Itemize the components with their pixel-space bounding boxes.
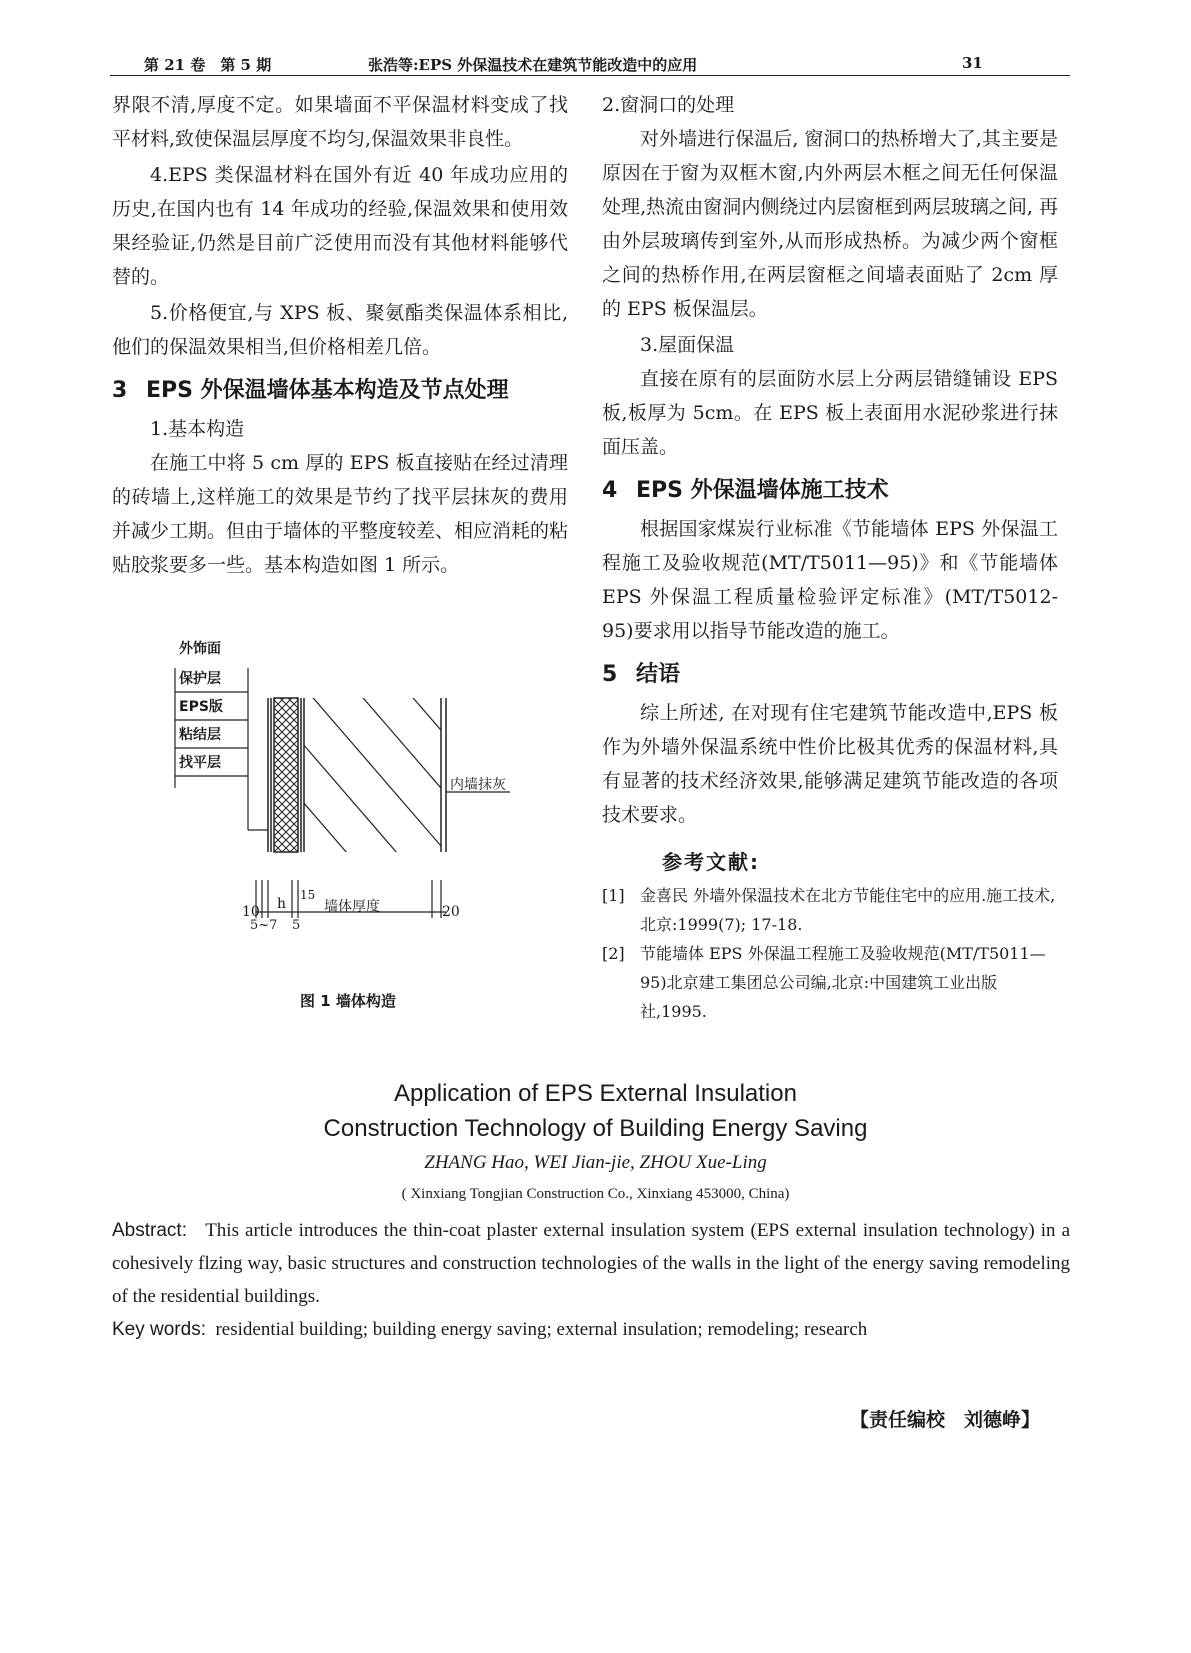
dim-label: 20 <box>442 904 460 920</box>
english-title-line2: Construction Technology of Building Energy Saving <box>323 1115 868 1142</box>
layer-label: 保护层 <box>179 671 221 687</box>
paragraph: 直接在原有的层面防水层上分两层错缝铺设 EPS 板,板厚为 5cm。在 EPS 板上表面用水泥砂浆进行抹面压盖。 <box>602 368 1058 458</box>
eps-board-layer <box>274 698 298 852</box>
section-title: 结语 <box>636 662 681 687</box>
dim-label: 5 <box>292 918 301 933</box>
layer-label: 粘结层 <box>179 727 221 743</box>
journal-volume-issue: 第 21 卷 第 5 期 <box>144 56 272 74</box>
paragraph: 对外墙进行保温后, 窗洞口的热桥增大了,其主要是原因在于窗为双框木窗,内外两层木框之间无任何保温处理,热流由窗洞内侧绕过内层窗框到两层玻璃之间, 再由外层玻璃传到室外,从而形成热桥。为减少两个窗框之间的热桥作用,在两层窗框之间墙表面贴了 2cm 厚的 EPS 板保温层。 <box>602 128 1058 320</box>
reference-item <box>602 881 1058 939</box>
paragraph: 界限不清,厚度不定。如果墙面不平保温材料变成了找平材料,致使保温层厚度不均匀,保温效果非良性。 <box>112 94 568 150</box>
right-column <box>602 88 1058 1026</box>
reference-number: [1] <box>602 886 625 905</box>
layer-label: 外饰面 <box>179 641 221 657</box>
section-heading <box>602 474 1058 508</box>
figure-caption: 图 1 墙体构造 <box>300 992 396 1010</box>
dim-label: 墙体厚度 <box>324 899 380 915</box>
keywords-text: residential building; building energy saving; external insulation; remodeling; research <box>215 1319 868 1340</box>
section-title: EPS 外保温墙体基本构造及节点处理 <box>146 378 509 403</box>
reference-item <box>602 939 1058 1026</box>
section-heading <box>112 374 568 408</box>
dim-label: 10 <box>242 904 260 920</box>
english-affiliation: ( Xinxiang Tongjian Construction Co., Xinxiang 453000, China) <box>401 1186 790 1202</box>
dim-label: 5~7 <box>250 918 278 933</box>
wall-construction-figure <box>170 641 550 1018</box>
english-authors: ZHANG Hao, WEI Jian-jie, ZHOU Xue-Ling <box>424 1152 767 1173</box>
running-header <box>110 52 1070 76</box>
section-number: 4 <box>602 478 618 503</box>
dim-label: h <box>277 896 287 912</box>
inner-plaster-label: 内墙抹灰 <box>450 777 506 793</box>
abstract-label: Abstract: <box>112 1220 187 1241</box>
responsible-editor: 【责任编校 刘德峥】 <box>850 1409 1041 1431</box>
header-rule <box>110 75 1070 76</box>
brick-wall-hatch <box>170 668 550 868</box>
abstract-text: This article introduces the thin-coat plaster external insulation system (EPS external insulation technology) in a cohesively flzing way, basic structures and construction technologies of the walls in the light of the energy saving remodeling of the residential buildings. <box>112 1220 1071 1307</box>
paragraph: 综上所述, 在对现有住宅建筑节能改造中,EPS 板作为外墙外保温系统中性价比极其优秀的保温材料,具有显著的技术经济效果,能够满足建筑节能改造的各项技术要求。 <box>602 702 1058 826</box>
subheading: 1.基本构造 <box>150 418 245 440</box>
subheading: 3.屋面保温 <box>640 334 735 356</box>
reference-text: 金喜民 外墙外保温技术在北方节能住宅中的应用.施工技术,北京:1999(7); 17-18. <box>640 886 1056 934</box>
running-title: 张浩等:EPS 外保温技术在建筑节能改造中的应用 <box>368 56 698 74</box>
references-heading: 参考文献: <box>662 850 760 874</box>
dim-label: 15 <box>300 888 316 902</box>
english-title-line1: Application of EPS External Insulation <box>394 1080 797 1107</box>
section-number: 3 <box>112 378 128 403</box>
english-keywords <box>112 1313 1070 1346</box>
wall-diagram <box>170 668 550 988</box>
english-abstract <box>112 1214 1070 1313</box>
page-number: 31 <box>962 54 983 72</box>
subheading: 2.窗洞口的处理 <box>602 94 735 116</box>
paragraph: 根据国家煤炭行业标准《节能墙体 EPS 外保温工程施工及验收规范(MT/T5011—95)》和《节能墙体 EPS 外保温工程质量检验评定标准》(MT/T5012-95)要求用以指导节能改造的施工。 <box>602 518 1058 642</box>
layer-label-frame <box>175 668 268 830</box>
reference-number: [2] <box>602 944 625 963</box>
section-title: EPS 外保温墙体施工技术 <box>636 478 889 503</box>
left-column <box>112 88 568 584</box>
section-number: 5 <box>602 662 618 687</box>
paragraph: 在施工中将 5 cm 厚的 EPS 板直接贴在经过清理的砖墙上,这样施工的效果是节约了找平层抹灰的费用并减少工期。但由于墙体的平整度较差、相应消耗的粘贴胶浆要多一些。基本构造如图 1 所示。 <box>112 452 569 576</box>
layer-label: EPS版 <box>179 699 223 715</box>
keywords-label: Key words: <box>112 1319 206 1340</box>
layer-label: 找平层 <box>179 755 221 771</box>
paragraph: 4.EPS 类保温材料在国外有近 40 年成功应用的历史,在国内也有 14 年成功的经验,保温效果和使用效果经验证,仍然是目前广泛使用而没有其他材料能够代替的。 <box>112 164 568 288</box>
section-heading <box>602 658 1058 692</box>
paragraph: 5.价格便宜,与 XPS 板、聚氨酯类保温体系相比,他们的保温效果相当,但价格相差几倍。 <box>112 302 568 358</box>
reference-text: 节能墙体 EPS 外保温工程施工及验收规范(MT/T5011—95)北京建工集团总公司编,北京:中国建筑工业出版社,1995. <box>640 944 1046 1021</box>
